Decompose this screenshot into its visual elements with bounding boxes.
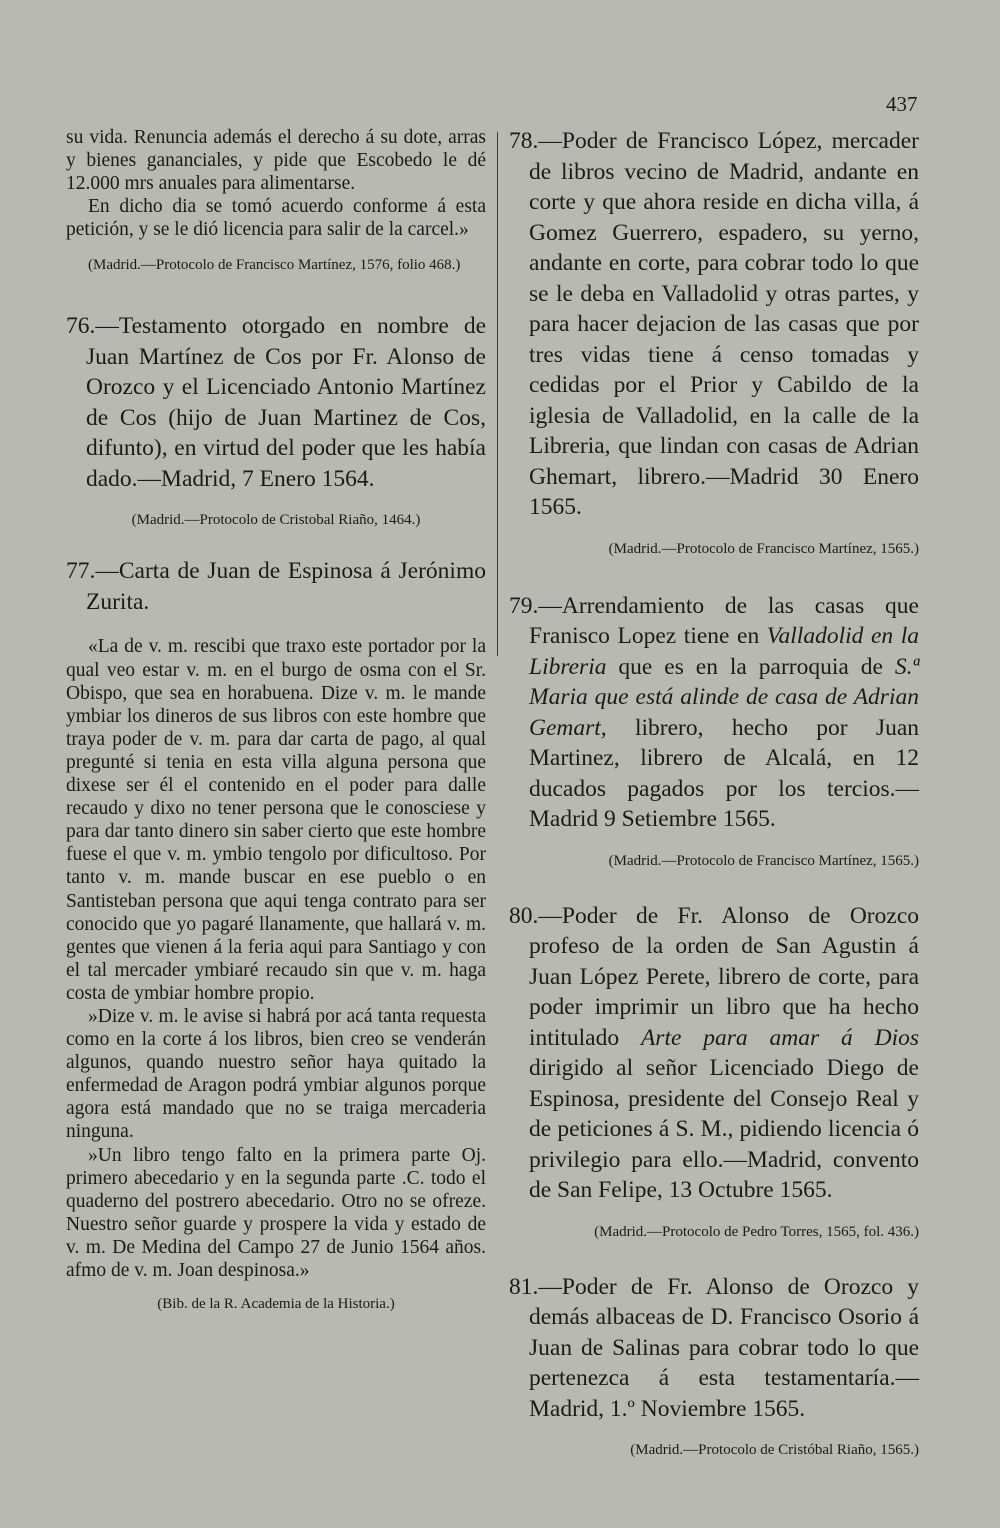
letter-paragraph-3: »Un libro tengo falto en la primera parte Oj. primero abecedario y en la segunda parte .C. todo el quaderno del postrero abecedario. Otro no se ofreze. Nuestro señor guarde y prospere la vida y estado de v. m. De Medina del Campo 27 de Junio 1564 años. afmo de v. m. Joan despinosa.»	[66, 1144, 486, 1281]
citation-79: (Madrid.—Protocolo de Francisco Martínez, 1565.)	[608, 852, 919, 869]
right-column	[509, 126, 919, 1460]
entry-76: 76.—Testamento otorgado en nombre de Juan Martínez de Cos por Fr. Alonso de Orozco y el Licenciado Antonio Martínez de Cos (hijo de Juan Martinez de Cos, difunto), en virtud del poder que les había dado.—Madrid, 7 Enero 1564.	[66, 313, 486, 492]
entry-79-text-c: que es en la parroquia de	[606, 653, 895, 680]
entry-77: 77.—Carta de Juan de Espinosa á Jerónimo Zurita.	[66, 558, 486, 615]
letter-paragraph-2: »Dize v. m. le avise si habrá por acá tanta requesta como en la corte á los libros, bien creo se venderán algunos, quando nuestro señor haya quitado la enfermedad de Aragon podrá ymbiar algunos porque agora está mandado que no se traiga mercaderia ninguna.	[66, 1005, 486, 1143]
left-column	[66, 126, 486, 1314]
entry-79-italic-d: S.ª Maria que está alinde de casa de Adrian Gemart,	[529, 653, 919, 741]
citation-76: (Madrid.—Protocolo de Cristobal Riaño, 1464.)	[131, 512, 421, 529]
entry-80	[509, 901, 919, 1206]
entry-79-text-e: librero, hecho por Juan Martinez, librero de Alcalá, en 12 ducados pagados por los tercios.—Madrid 9 Setiembre 1565.	[529, 714, 919, 832]
paragraph-renuncia: su vida. Renuncia además el derecho á su dote, arras y bienes gananciales, y pide que Escobedo le dé 12.000 mrs anuales para alimentarse.	[66, 127, 486, 195]
page-number: 437	[886, 92, 918, 116]
entry-79-italic-b: Valladolid en la Libreria	[529, 623, 919, 680]
entry-79	[509, 591, 919, 835]
column-divider	[497, 132, 498, 656]
paragraph-acuerdo: En dicho dia se tomó acuerdo conforme á esta petición, y se le dió licencia para salir de la carcel.»	[66, 196, 486, 241]
entry-78: 78.—Poder de Francisco López, mercader de libros vecino de Madrid, andante en corte y que ahora reside en dicha villa, á Gomez Guerrero, espadero, su yerno, andante en corte, para cobrar todo lo que se le deba en Valladolid y otras partes, y para hacer dejacion de las casas que por tres vidas tiene á censo tomadas y cedidas por el Prior y Cabildo de la iglesia de Valladolid, en la calle de la Libreria, que lindan con casas de Adrian Ghemart, librero.—Madrid 30 Enero 1565.	[509, 128, 919, 520]
entry-80-italic-b: Arte para amar á Dios	[640, 1024, 919, 1051]
citation-80: (Madrid.—Protocolo de Pedro Torres, 1565, fol. 436.)	[594, 1223, 919, 1240]
letter-paragraph-1: «La de v. m. rescibi que traxo este portador por la qual veo estar v. m. en el burgo de osma con el Sr. Obispo, que sea en horabuena. Dize v. m. le mande ymbiar los dineros de sus libros con este hombre que traya poder de v. m. para dar carta de pago, al qual pregunté si tenia en esta villa alguna persona que dixese ser él el contenido en el poder para dalle recaudo y dixo no tener persona que le conosciese y para dar tanto dinero sin saber cierto que este hombre fuese el que v. m. ymbio tengolo por dificultoso. Por tanto v. m. mande buscar en ese pueblo o en Santisteban persona que aqui tenga contrato para ser conocido que yo pagaré llanamente, que hallará v. m. gentes que vienen á la feria aqui para Santiago y con el tal mercader ymbiaré recaudo sin que v. m. haga costa de ymbiar hombre propio.	[66, 636, 486, 1004]
entry-80-text-c: dirigido al señor Licenciado Diego de Espinosa, presidente del Consejo Real y de peticiones á S. M., pidiendo licencia ó privilegio para ello.—Madrid, convento de San Felipe, 13 Octubre 1565.	[529, 1055, 919, 1203]
entry-79-text-a: 79.—Arrendamiento de las casas que Franisco Lopez tiene en	[509, 592, 919, 649]
citation-78: (Madrid.—Protocolo de Francisco Martínez, 1565.)	[608, 540, 919, 557]
citation-77: (Bib. de la R. Academia de la Historia.)	[157, 1296, 395, 1313]
entry-80-text-a: 80.—Poder de Fr. Alonso de Orozco profeso de la orden de San Agustin á Juan López Perete, librero de corte, para poder imprimir un libro que ha hecho intitulado	[509, 902, 919, 1051]
citation-81: (Madrid.—Protocolo de Cristóbal Riaño, 1565.)	[630, 1442, 919, 1458]
entry-81: 81.—Poder de Fr. Alonso de Orozco y demás albaceas de D. Francisco Osorio á Juan de Salinas para cobrar todo lo que pertenezca á esta testamentaría.—Madrid, 1.º Noviembre 1565.	[509, 1273, 919, 1422]
citation-1576: (Madrid.—Protocolo de Francisco Martínez, 1576, folio 468.)	[88, 257, 461, 274]
